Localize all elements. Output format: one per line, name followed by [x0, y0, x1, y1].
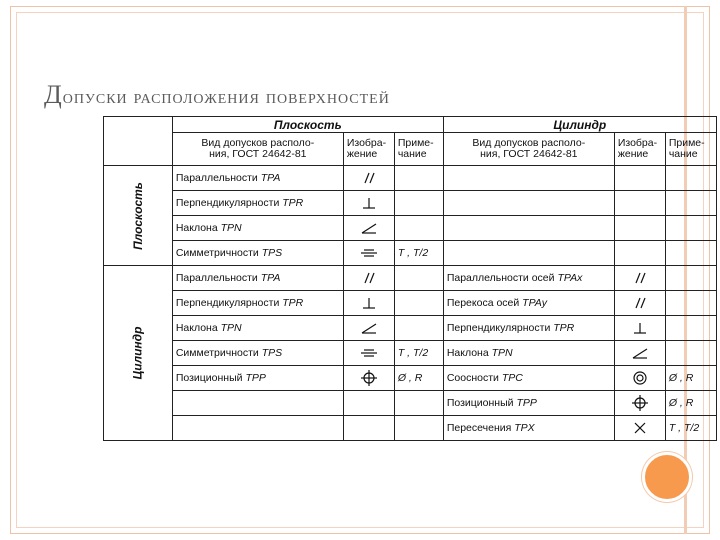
- left-kind-cell: [172, 191, 343, 216]
- left-kind-name: Наклона: [175, 222, 218, 234]
- right-symbol-cell: [614, 166, 665, 191]
- left-kind-code: TPP: [245, 372, 266, 384]
- left-kind-name: Позиционный: [175, 372, 243, 384]
- left-kind-cell: [172, 316, 343, 341]
- table-row: [104, 366, 717, 391]
- left-symbol-cell: [343, 341, 394, 366]
- parallelism-icon: [360, 171, 378, 185]
- right-symbol-cell: [614, 216, 665, 241]
- decorative-circle: [642, 452, 692, 502]
- left-kind-name: Параллельности: [175, 272, 258, 284]
- left-symbol-cell: [343, 316, 394, 341]
- right-kind-code: TPAy: [522, 297, 547, 309]
- table-row: [104, 341, 717, 366]
- right-note-cell: Ø , R: [665, 391, 716, 416]
- right-kind-cell: [443, 166, 614, 191]
- left-kind-name: Симметричности: [175, 347, 259, 359]
- right-note-cell: [665, 166, 716, 191]
- right-kind-cell: [443, 266, 614, 291]
- right-kind-cell: [443, 366, 614, 391]
- col-kind-header: Вид допусков располо- ния, ГОСТ 24642-81: [172, 133, 343, 166]
- left-note-cell: [394, 291, 443, 316]
- right-note-cell: [665, 291, 716, 316]
- right-kind-cell: [443, 291, 614, 316]
- left-symbol-cell: [343, 366, 394, 391]
- symmetry-icon: [359, 246, 379, 260]
- left-note-cell: [394, 216, 443, 241]
- left-symbol-cell: [343, 416, 394, 441]
- table-row: [104, 241, 717, 266]
- right-kind-cell: [443, 391, 614, 416]
- left-kind-cell: [172, 291, 343, 316]
- cylinder-header: Цилиндр: [443, 117, 716, 133]
- table-row: [104, 291, 717, 316]
- left-note-cell: [394, 316, 443, 341]
- right-kind-name: Параллельности осей: [446, 272, 555, 284]
- left-kind-code: TPS: [261, 347, 283, 359]
- right-kind-code: TPR: [553, 322, 575, 334]
- right-note-cell: [665, 316, 716, 341]
- right-note-cell: [665, 266, 716, 291]
- left-kind-cell: [172, 216, 343, 241]
- col-kind-header-right: Вид допусков располо- ния, ГОСТ 24642-81: [443, 133, 614, 166]
- left-note-cell: [394, 391, 443, 416]
- angularity-icon: [360, 321, 378, 335]
- right-kind-cell: [443, 316, 614, 341]
- col-image-header-right: Изобра- жение: [614, 133, 665, 166]
- right-note-cell: [665, 241, 716, 266]
- left-kind-cell: [172, 416, 343, 441]
- intersection-icon: [631, 421, 649, 435]
- symmetry-icon: [359, 346, 379, 360]
- right-symbol-cell: [614, 341, 665, 366]
- right-kind-code: TPX: [514, 422, 535, 434]
- left-kind-cell: [172, 266, 343, 291]
- right-symbol-cell: [614, 316, 665, 341]
- table-row: [104, 316, 717, 341]
- right-symbol-cell: [614, 191, 665, 216]
- left-kind-name: Параллельности: [175, 172, 258, 184]
- right-note-cell: [665, 191, 716, 216]
- left-kind-code: TPA: [260, 172, 281, 184]
- right-note-cell: T , T/2: [665, 416, 716, 441]
- position-icon: [359, 369, 379, 387]
- right-kind-cell: [443, 216, 614, 241]
- left-kind-name: Перпендикулярности: [175, 297, 280, 309]
- right-note-cell: [665, 341, 716, 366]
- angularity-icon: [360, 221, 378, 235]
- left-note-cell: T , T/2: [394, 241, 443, 266]
- left-symbol-cell: [343, 216, 394, 241]
- right-symbol-cell: [614, 366, 665, 391]
- slide-title: [44, 80, 390, 110]
- left-note-cell: [394, 266, 443, 291]
- perpendicularity-icon: [631, 321, 649, 335]
- left-symbol-cell: [343, 191, 394, 216]
- right-note-cell: [665, 216, 716, 241]
- left-kind-code: TPA: [260, 272, 281, 284]
- left-symbol-cell: [343, 266, 394, 291]
- table-row: [104, 416, 717, 441]
- right-kind-code: TPC: [501, 372, 523, 384]
- slide-title-rest: опуски расположения поверхностей: [62, 86, 390, 108]
- left-note-cell: T , T/2: [394, 341, 443, 366]
- table-row: [104, 191, 717, 216]
- left-symbol-cell: [343, 391, 394, 416]
- left-kind-code: TPS: [261, 247, 283, 259]
- right-kind-code: TPN: [491, 347, 513, 359]
- right-kind-cell: [443, 416, 614, 441]
- left-kind-cell: [172, 366, 343, 391]
- right-note-cell: Ø , R: [665, 366, 716, 391]
- position-icon: [630, 394, 650, 412]
- left-kind-cell: [172, 341, 343, 366]
- left-kind-name: Симметричности: [175, 247, 259, 259]
- left-symbol-cell: [343, 241, 394, 266]
- parallelism-icon: [631, 271, 649, 285]
- right-kind-name: Перекоса осей: [446, 297, 520, 309]
- left-note-cell: [394, 191, 443, 216]
- slide-title-initial: Д: [44, 80, 63, 109]
- left-kind-name: Перпендикулярности: [175, 197, 280, 209]
- left-kind-code: TPR: [282, 297, 304, 309]
- left-note-cell: Ø , R: [394, 366, 443, 391]
- left-kind-name: Наклона: [175, 322, 218, 334]
- group-cylinder-label: Цилиндр: [104, 266, 173, 441]
- right-kind-name: Пересечения: [446, 422, 512, 434]
- left-kind-cell: [172, 241, 343, 266]
- left-kind-cell: [172, 391, 343, 416]
- perpendicularity-icon: [360, 196, 378, 210]
- left-kind-code: TPN: [220, 322, 242, 334]
- plane-header: Плоскость: [172, 117, 443, 133]
- right-symbol-cell: [614, 416, 665, 441]
- col-note-header-right: Приме- чание: [665, 133, 716, 166]
- table-row: [104, 216, 717, 241]
- left-kind-cell: [172, 166, 343, 191]
- parallelism-icon: [631, 296, 649, 310]
- corner-cell: [104, 117, 173, 166]
- right-kind-name: Позиционный: [446, 397, 514, 409]
- group-plane-label: Плоскость: [104, 166, 173, 266]
- right-kind-name: Наклона: [446, 347, 489, 359]
- right-symbol-cell: [614, 391, 665, 416]
- table-row: [104, 166, 717, 191]
- perpendicularity-icon: [360, 296, 378, 310]
- tolerance-table: [103, 116, 717, 441]
- table-row: [104, 391, 717, 416]
- parallelism-icon: [360, 271, 378, 285]
- angularity-icon: [631, 346, 649, 360]
- left-kind-code: TPN: [220, 222, 242, 234]
- right-kind-cell: [443, 341, 614, 366]
- left-kind-code: TPR: [282, 197, 304, 209]
- right-symbol-cell: [614, 291, 665, 316]
- right-kind-name: Перпендикулярности: [446, 322, 551, 334]
- left-symbol-cell: [343, 166, 394, 191]
- table-row: [104, 266, 717, 291]
- left-note-cell: [394, 166, 443, 191]
- right-kind-cell: [443, 241, 614, 266]
- col-note-header: Приме- чание: [394, 133, 443, 166]
- right-kind-cell: [443, 191, 614, 216]
- concentricity-icon: [630, 370, 650, 386]
- left-symbol-cell: [343, 291, 394, 316]
- col-image-header: Изобра- жение: [343, 133, 394, 166]
- left-note-cell: [394, 416, 443, 441]
- right-kind-code: TPAx: [557, 272, 583, 284]
- right-kind-code: TPP: [516, 397, 537, 409]
- right-symbol-cell: [614, 266, 665, 291]
- right-kind-name: Соосности: [446, 372, 499, 384]
- right-symbol-cell: [614, 241, 665, 266]
